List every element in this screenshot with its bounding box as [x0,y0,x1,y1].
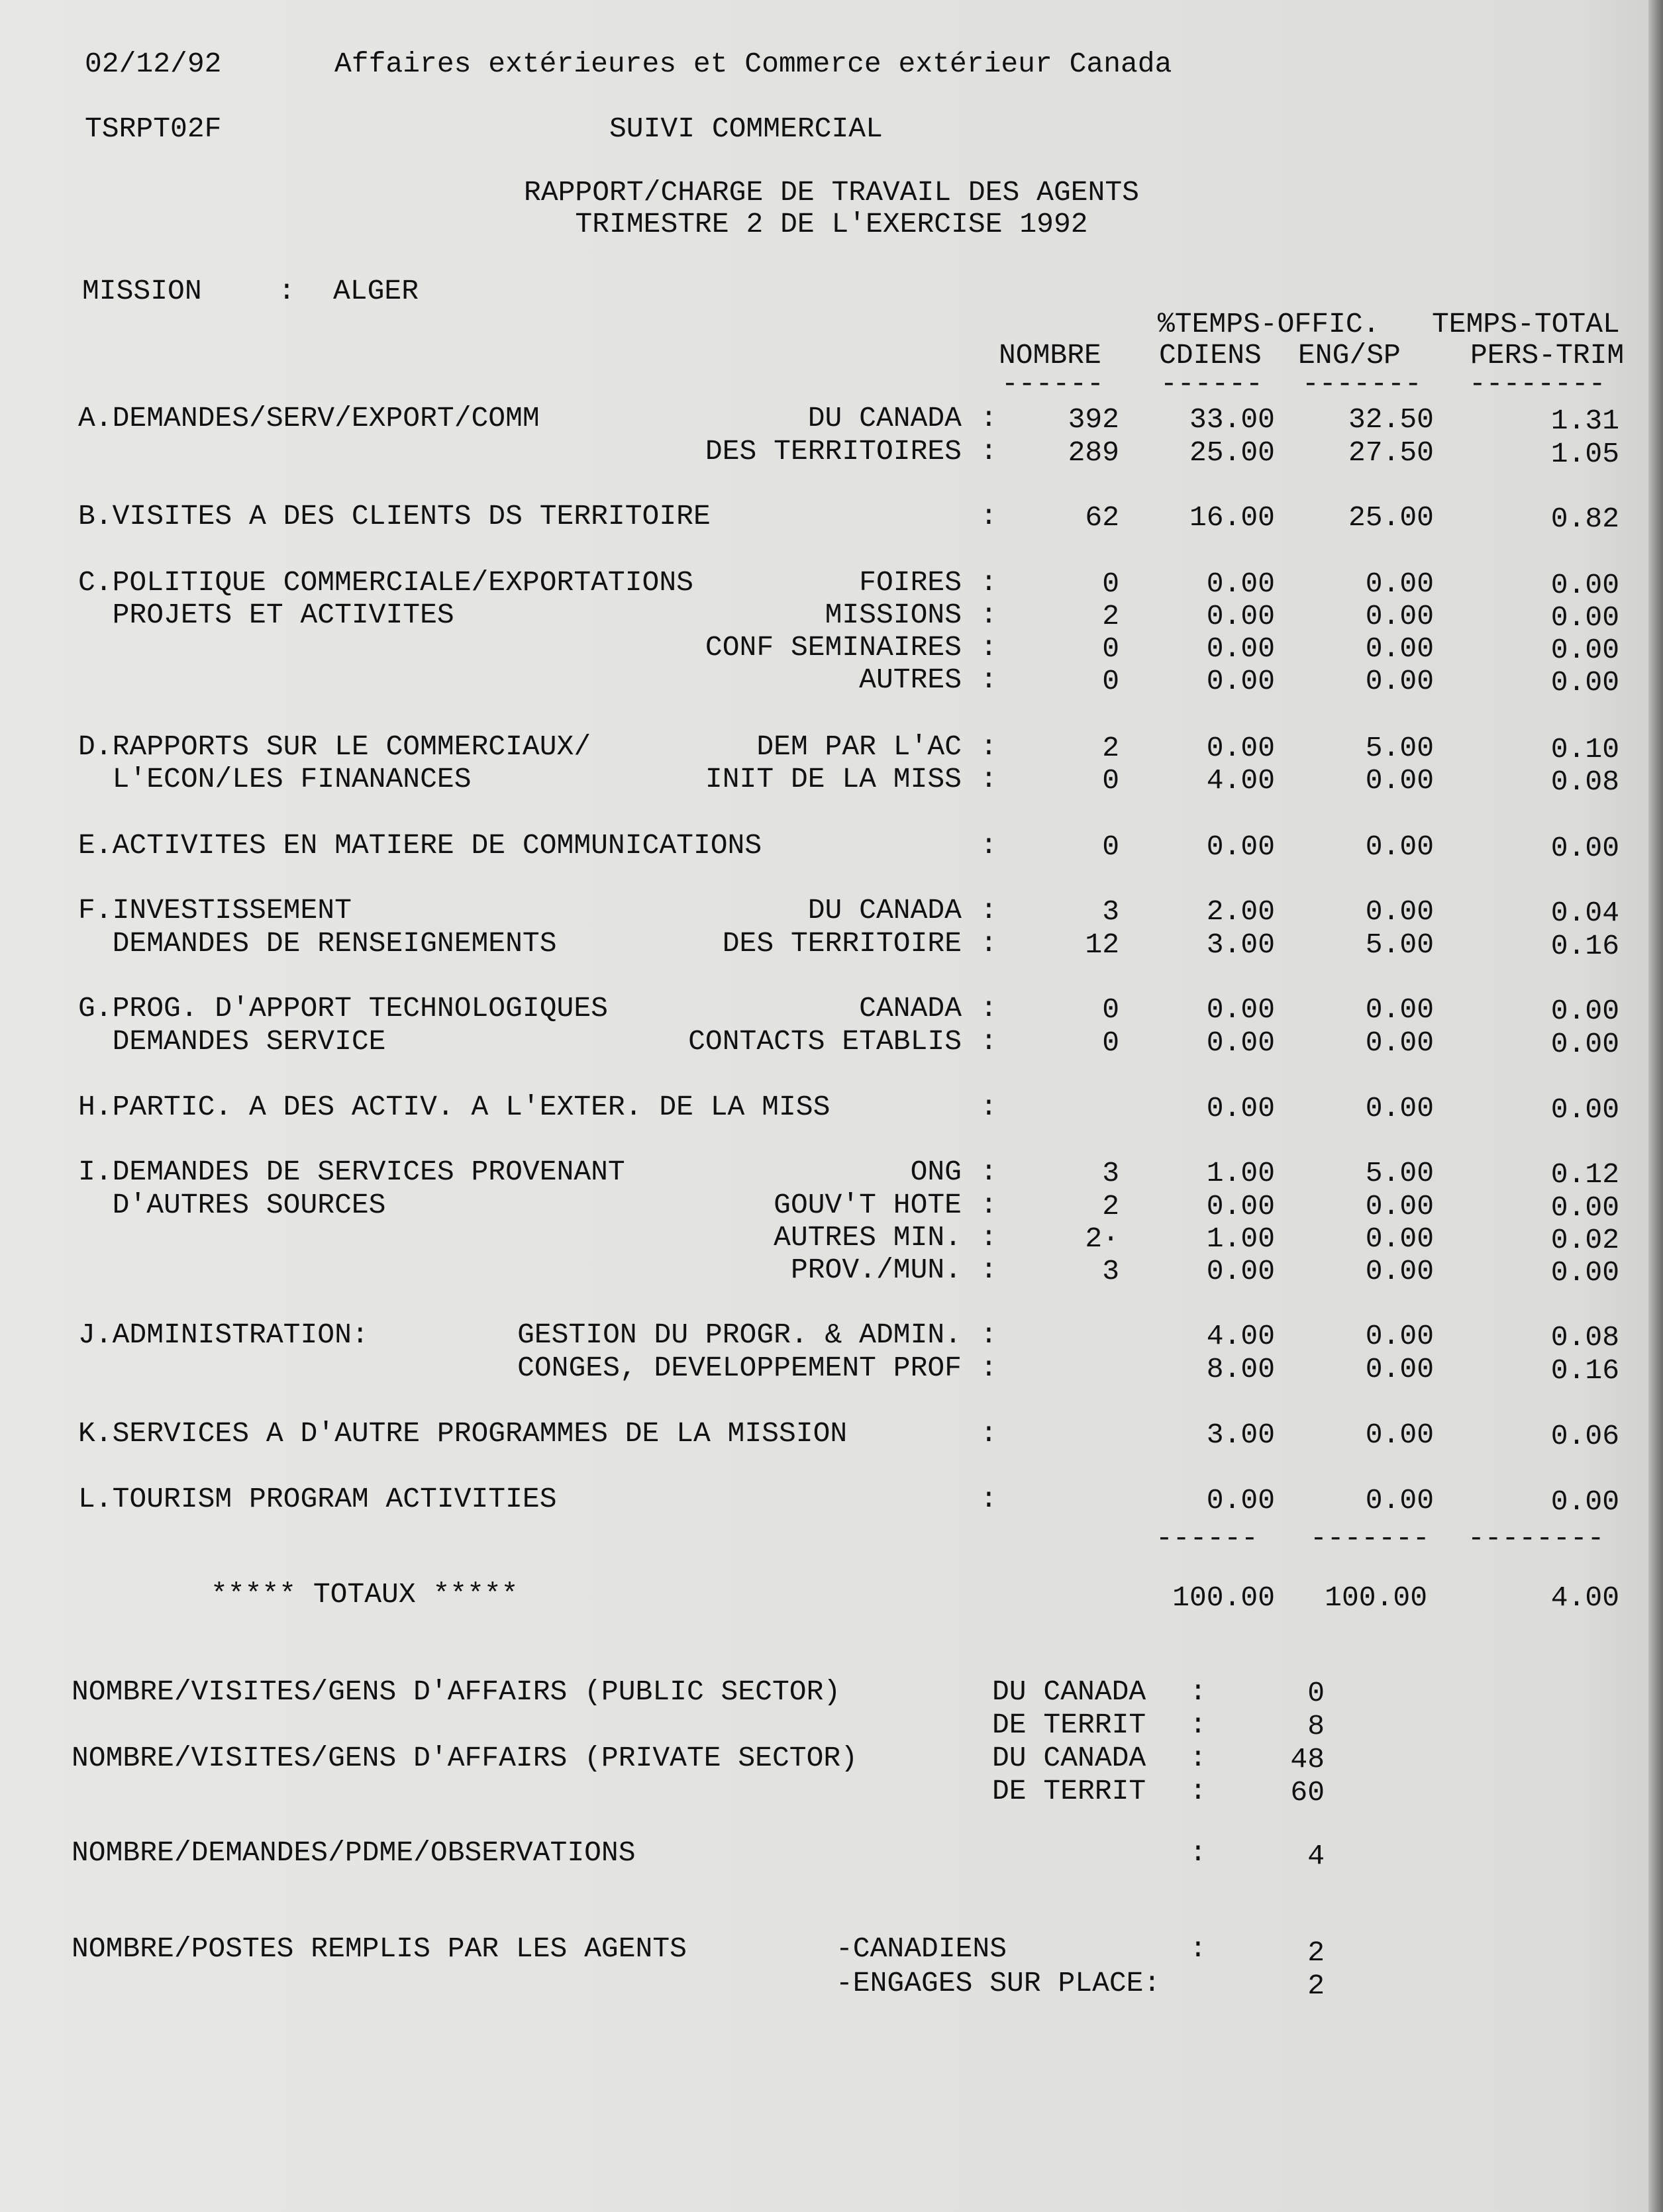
row-pers-trim: 0.00 [1550,832,1619,864]
row-colon: : [980,1319,997,1351]
row-engsp: 5.00 [1365,732,1434,764]
row-nombre: 392 [1068,403,1119,436]
report-title: RAPPORT/CHARGE DE TRAVAIL DES AGENTS [524,176,1139,209]
row-nombre: 0 [1102,568,1119,600]
mission-separator: : [278,275,295,307]
mission-label: MISSION [82,275,202,307]
row-cdiens: 0.00 [1206,1255,1275,1287]
row-colon: : [980,1221,997,1254]
row-sublabel: INIT DE LA MISS [705,763,962,795]
row-engsp: 0.00 [1365,568,1434,600]
row-sublabel: CONGES, DEVELOPPEMENT PROF [517,1352,962,1384]
totals-label: ***** TOTAUX ***** [211,1578,519,1611]
pdme-value: 4 [1307,1840,1325,1872]
row-colon: : [980,566,997,599]
row-engsp: 27.50 [1348,436,1434,469]
row-cdiens: 25.00 [1189,436,1275,469]
row-cdiens: 0.00 [1206,830,1275,863]
row-label: C.POLITIQUE COMMERCIALE/EXPORTATIONS [78,566,693,599]
postes-canadiens-colon: : [1189,1933,1207,1965]
row-cdiens: 0.00 [1206,1027,1275,1059]
visits-value: 48 [1290,1743,1325,1776]
row-colon: : [980,1483,997,1515]
visits-origin: DE TERRIT [992,1775,1146,1807]
row-sublabel: AUTRES [859,664,962,696]
row-pers-trim: 0.00 [1550,1028,1619,1060]
row-label: D.RAPPORTS SUR LE COMMERCIAUX/ [78,730,591,763]
postes-engages-label: -ENGAGES SUR PLACE: [836,1967,1161,1999]
row-pers-trim: 0.00 [1550,1191,1619,1224]
row-colon: : [980,1156,997,1188]
totals-engsp: 100.00 [1325,1582,1427,1614]
visits-label: NOMBRE/VISITES/GENS D'AFFAIRS (PUBLIC SECTOR) [72,1676,841,1708]
row-cdiens: 0.00 [1206,665,1275,697]
row-cdiens: 2.00 [1206,895,1275,928]
row-nombre: 0 [1102,830,1119,863]
row-nombre: 0 [1102,632,1119,665]
row-colon: : [980,1189,997,1221]
column-pers-trim-header: PERS-TRIM [1470,339,1625,372]
row-pers-trim: 0.12 [1550,1158,1619,1191]
row-pers-trim: 0.06 [1550,1420,1619,1452]
row-pers-trim: 0.00 [1550,666,1619,699]
row-colon: : [980,829,997,862]
row-engsp: 0.00 [1365,632,1434,665]
row-cdiens: 0.00 [1206,732,1275,764]
column-pers-rule: -------- [1469,368,1606,400]
row-cdiens: 0.00 [1206,568,1275,600]
row-engsp: 0.00 [1365,1190,1434,1223]
report-date: 02/12/92 [85,48,222,80]
row-engsp: 0.00 [1365,665,1434,697]
row-sublabel: ONG [910,1156,962,1188]
row-cdiens: 1.00 [1206,1157,1275,1189]
row-cdiens: 4.00 [1206,1320,1275,1352]
row-colon: : [980,1254,997,1286]
row-colon: : [980,927,997,960]
totals-pers-rule: -------- [1468,1522,1605,1554]
row-sublabel: FOIRES [859,566,962,599]
row-pers-trim: 0.16 [1550,930,1619,962]
row-colon: : [980,763,997,795]
row-nombre: 2 [1102,732,1119,764]
row-colon: : [980,1091,997,1123]
row-nombre: 0 [1102,993,1119,1026]
pdme-label: NOMBRE/DEMANDES/PDME/OBSERVATIONS [72,1836,636,1869]
row-label: A.DEMANDES/SERV/EXPORT/COMM [78,402,540,434]
column-nombre-rule: ------ [1001,368,1104,400]
row-cdiens: 0.00 [1206,600,1275,632]
row-engsp: 0.00 [1365,600,1434,632]
row-sublabel: DU CANADA [807,894,962,927]
row-pers-trim: 1.05 [1550,438,1619,470]
row-engsp: 0.00 [1365,764,1434,797]
row-engsp: 0.00 [1365,895,1434,928]
report-subtitle: TRIMESTRE 2 DE L'EXERCISE 1992 [575,208,1088,240]
visits-value: 0 [1307,1677,1325,1709]
column-cdiens-header: CDIENS [1159,339,1262,372]
row-colon: : [980,500,997,532]
row-pers-trim: 0.00 [1550,1485,1619,1518]
row-pers-trim: 0.00 [1550,634,1619,666]
row-nombre: 2 [1102,1190,1119,1223]
row-sublabel: CONTACTS ETABLIS [688,1025,962,1058]
column-group-header: %TEMPS-OFFIC. [1158,308,1380,340]
page-edge-shadow [1648,0,1663,2212]
row-nombre: 3 [1102,1157,1119,1189]
visits-colon: : [1189,1676,1207,1708]
visits-label: NOMBRE/VISITES/GENS D'AFFAIRS (PRIVATE SECTOR) [72,1742,858,1774]
row-engsp: 0.00 [1365,1092,1434,1125]
column-nombre-header: NOMBRE [999,339,1101,372]
visits-colon: : [1189,1709,1207,1741]
row-cdiens: 33.00 [1189,403,1275,436]
column-cdiens-rule: ------ [1160,368,1263,400]
row-engsp: 0.00 [1365,1027,1434,1059]
pdme-colon: : [1189,1836,1207,1869]
row-pers-trim: 0.16 [1550,1354,1619,1387]
row-engsp: 0.00 [1365,1255,1434,1287]
row-pers-trim: 0.00 [1550,569,1619,601]
totals-cdiens: 100.00 [1172,1582,1275,1614]
row-cdiens: 0.00 [1206,1190,1275,1223]
row-colon: : [980,730,997,763]
row-label: PROJETS ET ACTIVITES [78,599,454,631]
column-engsp-rule: ------- [1302,368,1422,400]
row-engsp: 32.50 [1348,403,1434,436]
row-colon: : [980,894,997,927]
visits-value: 60 [1290,1776,1325,1809]
visits-value: 8 [1307,1710,1325,1742]
row-engsp: 0.00 [1365,1320,1434,1352]
row-sublabel: CANADA [859,992,962,1025]
visits-colon: : [1189,1775,1207,1807]
row-pers-trim: 0.02 [1550,1224,1619,1256]
row-colon: : [980,631,997,664]
row-label: H.PARTIC. A DES ACTIV. A L'EXTER. DE LA MISS [78,1091,831,1123]
row-pers-trim: 0.04 [1550,897,1619,929]
row-label: B.VISITES A DES CLIENTS DS TERRITOIRE [78,500,711,532]
totals-engsp-rule: ------- [1310,1522,1430,1554]
row-pers-trim: 0.08 [1550,1321,1619,1354]
postes-engages-value: 2 [1307,1970,1325,2002]
row-label: K.SERVICES A D'AUTRE PROGRAMMES DE LA MISSION [78,1417,848,1450]
row-pers-trim: 0.08 [1550,766,1619,798]
postes-canadiens-label: -CANADIENS [836,1933,1007,1965]
row-label: G.PROG. D'APPORT TECHNOLOGIQUES [78,992,608,1025]
row-engsp: 0.00 [1365,1223,1434,1255]
row-engsp: 5.00 [1365,929,1434,961]
row-nombre: 62 [1085,501,1119,534]
row-label: I.DEMANDES DE SERVICES PROVENANT [78,1156,625,1188]
row-cdiens: 4.00 [1206,764,1275,797]
row-engsp: 0.00 [1365,993,1434,1026]
postes-label: NOMBRE/POSTES REMPLIS PAR LES AGENTS [72,1933,687,1965]
row-nombre: 0 [1102,665,1119,697]
row-label: E.ACTIVITES EN MATIERE DE COMMUNICATIONS [78,829,762,862]
report-id: TSRPT02F [85,113,222,145]
row-label: F.INVESTISSEMENT [78,894,352,927]
row-engsp: 5.00 [1365,1157,1434,1189]
row-nombre: 289 [1068,436,1119,469]
row-sublabel: GESTION DU PROGR. & ADMIN. [517,1319,962,1351]
row-engsp: 0.00 [1365,1353,1434,1385]
row-pers-trim: 0.00 [1550,601,1619,634]
row-sublabel: MISSIONS [825,599,962,631]
row-colon: : [980,402,997,434]
row-colon: : [980,664,997,696]
visits-origin: DE TERRIT [992,1709,1146,1741]
row-colon: : [980,992,997,1025]
row-pers-trim: 0.00 [1550,995,1619,1027]
row-nombre: 3 [1102,1255,1119,1287]
row-label: DEMANDES SERVICE [78,1025,386,1058]
postes-canadiens-value: 2 [1307,1936,1325,1969]
row-label: D'AUTRES SOURCES [78,1189,386,1221]
row-pers-trim: 1.31 [1550,405,1619,437]
row-sublabel: DES TERRITOIRE [722,927,962,960]
row-cdiens: 16.00 [1189,501,1275,534]
visits-origin: DU CANADA [992,1742,1146,1774]
row-colon: : [980,1025,997,1058]
row-engsp: 0.00 [1365,830,1434,863]
row-engsp: 0.00 [1365,1484,1434,1517]
row-sublabel: CONF SEMINAIRES [705,631,962,664]
row-cdiens: 0.00 [1206,1092,1275,1125]
row-colon: : [980,1417,997,1450]
totals-pers-trim: 4.00 [1550,1582,1619,1614]
row-cdiens: 3.00 [1206,929,1275,961]
row-colon: : [980,599,997,631]
row-nombre: 0 [1102,764,1119,797]
row-label: DEMANDES DE RENSEIGNEMENTS [78,927,557,960]
row-colon: : [980,1352,997,1384]
row-cdiens: 3.00 [1206,1419,1275,1451]
system-name: SUIVI COMMERCIAL [609,113,883,145]
row-nombre: 3 [1102,895,1119,928]
row-sublabel: GOUV'T HOTE [774,1189,962,1221]
totals-cdiens-rule: ------ [1156,1522,1258,1554]
row-label: L.TOURISM PROGRAM ACTIVITIES [78,1483,557,1515]
row-nombre: 12 [1085,929,1119,961]
mission-value: ALGER [333,275,419,307]
row-cdiens: 8.00 [1206,1353,1275,1385]
column-total-header: TEMPS-TOTAL [1432,308,1620,340]
row-nombre: 0 [1102,1027,1119,1059]
row-sublabel: AUTRES MIN. [774,1221,962,1254]
row-label: L'ECON/LES FINANANCES [78,763,472,795]
row-sublabel: PROV./MUN. [790,1254,962,1286]
row-sublabel: DEM PAR L'AC [756,730,962,763]
row-engsp: 0.00 [1365,1419,1434,1451]
row-engsp: 25.00 [1348,501,1434,534]
row-pers-trim: 0.10 [1550,733,1619,766]
row-colon: : [980,435,997,468]
column-engsp-header: ENG/SP [1298,339,1401,372]
row-nombre: 2 [1102,600,1119,632]
row-cdiens: 0.00 [1206,993,1275,1026]
visits-colon: : [1189,1742,1207,1774]
row-cdiens: 0.00 [1206,632,1275,665]
visits-origin: DU CANADA [992,1676,1146,1708]
row-nombre: 2· [1085,1223,1119,1255]
row-cdiens: 1.00 [1206,1223,1275,1255]
row-pers-trim: 0.00 [1550,1093,1619,1126]
row-cdiens: 0.00 [1206,1484,1275,1517]
row-sublabel: DES TERRITOIRES [705,435,962,468]
row-pers-trim: 0.00 [1550,1256,1619,1289]
row-label: J.ADMINISTRATION: [78,1319,369,1351]
row-pers-trim: 0.82 [1550,503,1619,535]
organization-name: Affaires extérieures et Commerce extérieur Canada [334,48,1172,80]
row-sublabel: DU CANADA [807,402,962,434]
